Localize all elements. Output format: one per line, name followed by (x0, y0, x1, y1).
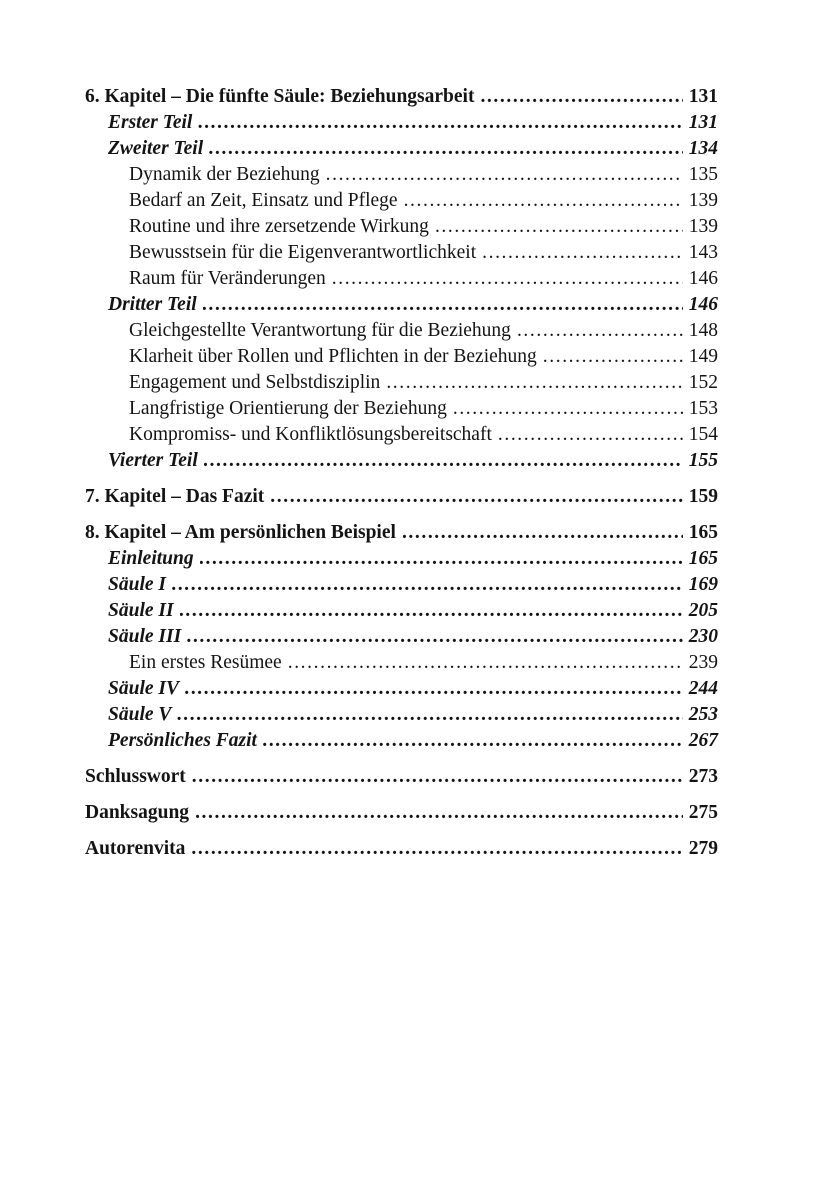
toc-entry-label: Säule V (108, 704, 172, 725)
toc-entry-label: 7. Kapitel – Das Fazit (85, 486, 265, 507)
toc-leader-dots (204, 448, 683, 474)
toc-leader-dots (200, 546, 683, 572)
toc-entry-page: 152 (688, 372, 718, 393)
toc-entry-page: 134 (688, 138, 718, 159)
toc-leader-dots (209, 136, 683, 162)
toc-leader-dots (203, 292, 683, 318)
toc-leader-dots (498, 422, 683, 448)
toc-entry-label: Säule III (108, 626, 182, 647)
toc-leader-dots (187, 624, 683, 650)
toc-entry-label: Langfristige Orientierung der Beziehung (129, 398, 447, 419)
toc-entry-label: Einleitung (108, 548, 194, 569)
toc-entry-label: Vierter Teil (108, 450, 198, 471)
toc-entry (85, 370, 718, 396)
toc-entry-page: 239 (688, 652, 718, 673)
toc-entry-label: Erster Teil (108, 112, 193, 133)
toc-entry-page: 154 (688, 424, 718, 445)
toc-leader-dots (198, 110, 683, 136)
toc-entry-page: 131 (688, 112, 718, 133)
toc-entry-label: Kompromiss- und Konfliktlösungsbereitschaft (129, 424, 492, 445)
toc-leader-dots (177, 702, 683, 728)
toc-entry (85, 292, 718, 318)
toc-entry (85, 344, 718, 370)
toc-entry-label: Klarheit über Rollen und Pflichten in der Beziehung (129, 346, 537, 367)
toc-entry-label: Danksagung (85, 802, 190, 823)
toc-entry (85, 214, 718, 240)
toc-entry-page: 146 (688, 268, 718, 289)
toc-list (85, 84, 718, 862)
toc-leader-dots (263, 728, 683, 754)
toc-leader-dots (288, 650, 683, 676)
toc-entry-label: Zweiter Teil (108, 138, 204, 159)
toc-leader-dots (435, 214, 683, 240)
toc-entry-page: 149 (688, 346, 718, 367)
toc-leader-dots (480, 84, 683, 110)
toc-entry-page: 165 (688, 548, 718, 569)
toc-entry-label: Säule I (108, 574, 166, 595)
toc-entry-label: Gleichgestellte Verantwortung für die Beziehung (129, 320, 511, 341)
toc-entry-page: 205 (688, 600, 718, 621)
toc-entry-label: Säule II (108, 600, 174, 621)
toc-leader-dots (386, 370, 683, 396)
toc-entry-page: 159 (688, 486, 718, 507)
toc-entry (85, 448, 718, 474)
toc-entry-label: Säule IV (108, 678, 179, 699)
toc-leader-dots (180, 598, 683, 624)
toc-entry-page: 273 (688, 766, 718, 787)
toc-entry-label: 8. Kapitel – Am persönlichen Beispiel (85, 522, 396, 543)
toc-entry (85, 676, 718, 702)
toc-entry-label: Engagement und Selbstdisziplin (129, 372, 381, 393)
toc-leader-dots (543, 344, 683, 370)
toc-leader-dots (453, 396, 683, 422)
toc-leader-dots (192, 764, 683, 790)
toc-entry (85, 162, 718, 188)
toc-entry-page: 135 (688, 164, 718, 185)
toc-entry (85, 728, 718, 754)
toc-leader-dots (185, 676, 683, 702)
toc-leader-dots (482, 240, 683, 266)
toc-entry (85, 572, 718, 598)
toc-entry (85, 318, 718, 344)
toc-entry-page: 143 (688, 242, 718, 263)
toc-entry (85, 702, 718, 728)
toc-entry-page: 279 (688, 838, 718, 859)
toc-leader-dots (172, 572, 683, 598)
toc-entry-label: Persönliches Fazit (108, 730, 257, 751)
toc-leader-dots (517, 318, 683, 344)
toc-entry-label: Bedarf an Zeit, Einsatz und Pflege (129, 190, 398, 211)
toc-entry (85, 764, 718, 790)
toc-entry (85, 624, 718, 650)
toc-leader-dots (195, 800, 683, 826)
toc-entry-page: 253 (688, 704, 718, 725)
toc-entry-label: Bewusstsein für die Eigenverantwortlichkeit (129, 242, 477, 263)
toc-entry (85, 110, 718, 136)
toc-entry (85, 422, 718, 448)
toc-entry (85, 836, 718, 862)
toc-entry-label: Schlusswort (85, 766, 186, 787)
toc-entry (85, 136, 718, 162)
toc-entry (85, 800, 718, 826)
toc-entry-page: 267 (688, 730, 718, 751)
toc-entry-page: 169 (688, 574, 718, 595)
toc-leader-dots (326, 162, 683, 188)
toc-entry-page: 244 (688, 678, 718, 699)
toc-leader-dots (402, 520, 683, 546)
toc-entry-page: 153 (688, 398, 718, 419)
toc-entry-label: Dynamik der Beziehung (129, 164, 320, 185)
toc-entry (85, 240, 718, 266)
toc-leader-dots (270, 484, 683, 510)
toc-entry (85, 546, 718, 572)
toc-leader-dots (404, 188, 683, 214)
toc-entry (85, 188, 718, 214)
toc-entry-page: 146 (688, 294, 718, 315)
toc-entry-page: 230 (688, 626, 718, 647)
toc-leader-dots (332, 266, 683, 292)
toc-entry-label: Ein erstes Resümee (129, 652, 282, 673)
toc-entry-page: 139 (688, 190, 718, 211)
toc-entry-page: 131 (688, 86, 718, 107)
toc-entry-page: 155 (688, 450, 718, 471)
toc-leader-dots (191, 836, 683, 862)
toc-entry-label: Autorenvita (85, 838, 186, 859)
toc-entry-label: Raum für Veränderungen (129, 268, 326, 289)
toc-entry-label: Routine und ihre zersetzende Wirkung (129, 216, 429, 237)
toc-entry (85, 396, 718, 422)
toc-entry-page: 165 (688, 522, 718, 543)
toc-entry (85, 520, 718, 546)
toc-entry (85, 84, 718, 110)
toc-entry (85, 484, 718, 510)
toc-entry-page: 139 (688, 216, 718, 237)
toc-entry (85, 598, 718, 624)
toc-entry-label: 6. Kapitel – Die fünfte Säule: Beziehungsarbeit (85, 86, 475, 107)
toc-entry (85, 266, 718, 292)
toc-entry-page: 148 (688, 320, 718, 341)
toc-entry (85, 650, 718, 676)
toc-entry-page: 275 (688, 802, 718, 823)
toc-entry-label: Dritter Teil (108, 294, 197, 315)
